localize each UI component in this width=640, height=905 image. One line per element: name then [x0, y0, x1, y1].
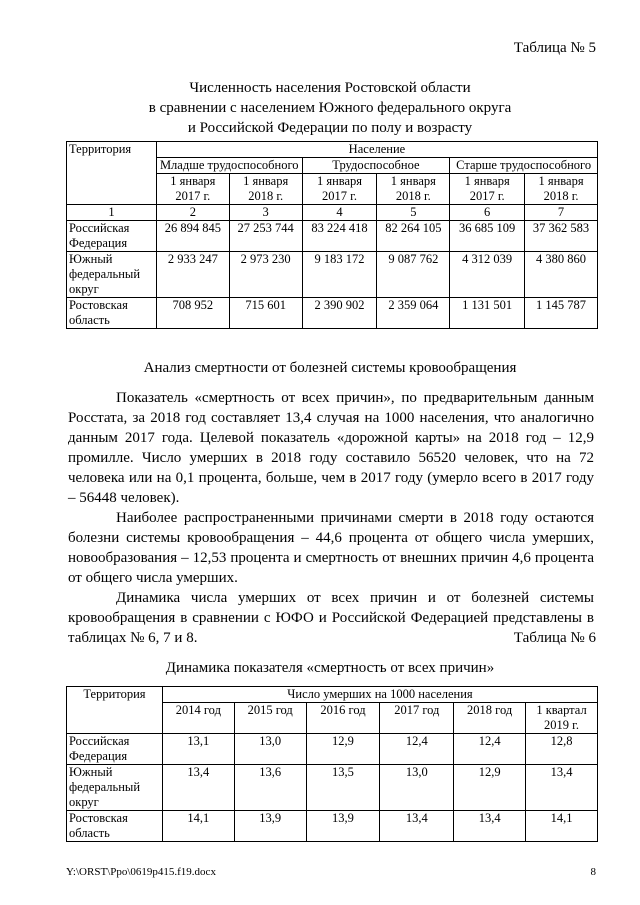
- table-row: [67, 221, 598, 252]
- footer-file-path: Y:\ORST\Ppo\0619p415.f19.docx: [66, 866, 216, 878]
- value-cell: 13,9: [234, 811, 306, 842]
- value-cell: 37 362 583: [525, 221, 598, 252]
- column-number: 5: [377, 205, 450, 221]
- value-cell: 12,4: [380, 734, 454, 765]
- value-cell: 1 131 501: [450, 298, 525, 329]
- value-cell: 12,4: [454, 734, 526, 765]
- territory-cell: Российская Федерация: [67, 221, 157, 252]
- column-number: 3: [229, 205, 302, 221]
- column-number: 2: [156, 205, 229, 221]
- territory-cell: Ростовская область: [67, 298, 157, 329]
- value-cell: 12,9: [306, 734, 380, 765]
- column-number: 1: [67, 205, 157, 221]
- date-header: 1 января 2017 г.: [156, 174, 229, 205]
- page-number: 8: [590, 866, 596, 878]
- table5-title-line: и Российской Федерации по полу и возрасту: [187, 120, 473, 136]
- column-header-territory: Территория: [67, 687, 163, 734]
- table-row: [67, 765, 598, 811]
- value-cell: 13,1: [162, 734, 234, 765]
- column-header-population: Население: [156, 142, 597, 158]
- value-cell: 1 145 787: [525, 298, 598, 329]
- numbering-row: [67, 205, 598, 221]
- value-cell: 13,4: [526, 765, 598, 811]
- year-header: 2014 год: [162, 703, 234, 734]
- territory-cell: Российская Федерация: [67, 734, 163, 765]
- value-cell: 13,0: [380, 765, 454, 811]
- column-header-deaths: Число умерших на 1000 населения: [162, 687, 597, 703]
- table5-title-line: Численность населения Ростовской области: [189, 80, 471, 96]
- value-cell: 13,0: [234, 734, 306, 765]
- value-cell: 26 894 845: [156, 221, 229, 252]
- group-header: Младше трудоспособного: [156, 158, 302, 174]
- value-cell: 12,8: [526, 734, 598, 765]
- value-cell: 13,9: [306, 811, 380, 842]
- value-cell: 2 973 230: [229, 252, 302, 298]
- territory-cell: Ростовская область: [67, 811, 163, 842]
- date-header: 1 января 2017 г.: [302, 174, 377, 205]
- value-cell: 2 933 247: [156, 252, 229, 298]
- value-cell: 4 312 039: [450, 252, 525, 298]
- value-cell: 12,9: [454, 765, 526, 811]
- analysis-heading: Анализ смертности от болезней системы кровообращения: [143, 360, 517, 376]
- value-cell: 9 087 762: [377, 252, 450, 298]
- value-cell: 27 253 744: [229, 221, 302, 252]
- column-number: 6: [450, 205, 525, 221]
- paragraph: Наиболее распространенными причинами смерти в 2018 году остаются болезни системы кровообращения – 44,6 процента от общего числа умерших, новообразования – 12,53 процента и смертность от внешних причин 4,6 процента от общего числа умерших.: [68, 510, 594, 586]
- value-cell: 13,6: [234, 765, 306, 811]
- column-number: 7: [525, 205, 598, 221]
- table5-label: Таблица № 5: [513, 40, 596, 56]
- analysis-body: [68, 388, 594, 648]
- value-cell: 14,1: [162, 811, 234, 842]
- population-table: [66, 141, 598, 329]
- value-cell: 83 224 418: [302, 221, 377, 252]
- column-number: 4: [302, 205, 377, 221]
- territory-cell: Южный федеральный округ: [67, 252, 157, 298]
- table-row: [67, 252, 598, 298]
- paragraph: Динамика числа умерших от всех причин и от болезней системы кровообращения в сравнении с ЮФО и Российской Федерацией представлены в таблицах № 6, 7 и 8.: [68, 590, 594, 646]
- table5-title: [60, 78, 600, 138]
- date-header: 1 января 2018 г.: [229, 174, 302, 205]
- value-cell: 2 390 902: [302, 298, 377, 329]
- value-cell: 4 380 860: [525, 252, 598, 298]
- table6-label: Таблица № 6: [513, 630, 596, 646]
- value-cell: 14,1: [526, 811, 598, 842]
- value-cell: 13,4: [454, 811, 526, 842]
- value-cell: 13,5: [306, 765, 380, 811]
- date-header: 1 января 2018 г.: [525, 174, 598, 205]
- value-cell: 36 685 109: [450, 221, 525, 252]
- table-row: [67, 734, 598, 765]
- date-header: 1 января 2017 г.: [450, 174, 525, 205]
- table5-title-line: в сравнении с населением Южного федерального округа: [148, 100, 512, 116]
- value-cell: 13,4: [380, 811, 454, 842]
- year-header: 2015 год: [234, 703, 306, 734]
- year-header: 1 квартал 2019 г.: [526, 703, 598, 734]
- group-header: Старше трудоспособного: [450, 158, 598, 174]
- date-header: 1 января 2018 г.: [377, 174, 450, 205]
- value-cell: 9 183 172: [302, 252, 377, 298]
- group-header: Трудоспособное: [302, 158, 450, 174]
- value-cell: 82 264 105: [377, 221, 450, 252]
- value-cell: 13,4: [162, 765, 234, 811]
- value-cell: 715 601: [229, 298, 302, 329]
- column-header-territory: Территория: [67, 142, 157, 205]
- table-row: [67, 298, 598, 329]
- table-row: [67, 811, 598, 842]
- value-cell: 2 359 064: [377, 298, 450, 329]
- year-header: 2017 год: [380, 703, 454, 734]
- paragraph: Показатель «смертность от всех причин», по предварительным данным Росстата, за 2018 год составляет 13,4 случая на 1000 населения, что аналогично данным 2017 года. Целевой показатель «дорожной карты» на 2018 год – 12,9 промилле. Число умерших в 2018 году составило 56520 человек, что на 72 человека или на 0,1 процента, больше, чем в 2017 году (умерло всего в 2017 году – 56448 человек).: [68, 390, 594, 506]
- table6-title: Динамика показателя «смертность от всех причин»: [165, 660, 495, 676]
- value-cell: 708 952: [156, 298, 229, 329]
- territory-cell: Южный федеральный округ: [67, 765, 163, 811]
- year-header: 2016 год: [306, 703, 380, 734]
- year-header: 2018 год: [454, 703, 526, 734]
- mortality-table: [66, 686, 598, 842]
